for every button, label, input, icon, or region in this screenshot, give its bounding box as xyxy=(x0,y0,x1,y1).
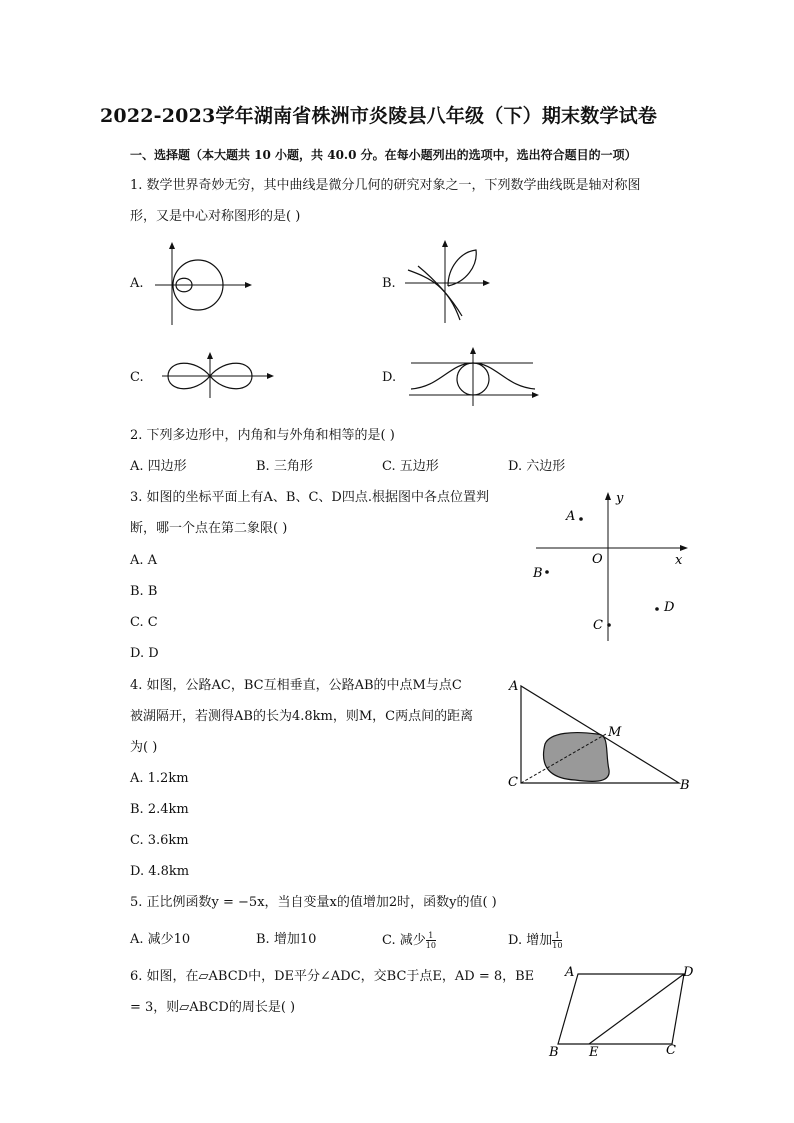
q1-figure-b xyxy=(400,238,495,328)
q4-option-d: D. 4.8km xyxy=(130,864,190,879)
q4-stem-line1: 4. 如图，公路AC，BC互相垂直，公路AB的中点M与点C xyxy=(130,678,462,693)
point-c-label: C xyxy=(593,618,603,633)
q3-stem-line1: 3. 如图的坐标平面上有A、B、C、D四点.根据图中各点位置判 xyxy=(130,490,489,505)
q2-option-b: B. 三角形 xyxy=(256,459,313,474)
q2-option-d: D. 六边形 xyxy=(508,459,566,474)
q4-option-a: A. 1.2km xyxy=(130,771,189,786)
q5-option-a: A. 减少10 xyxy=(130,932,191,947)
q5-option-c: C. 减少 $\frac{1}{10}$ xyxy=(382,931,436,950)
q2-option-a: A. 四边形 xyxy=(130,459,187,474)
q4-triangle-figure xyxy=(505,676,700,796)
q6-stem-line2: = 3，则▱ABCD的周长是( ) xyxy=(130,1000,296,1015)
q3-coordinate-figure xyxy=(530,486,695,646)
fraction-one-tenth: $\frac{1}{10}$ xyxy=(425,931,436,950)
origin-label: O xyxy=(592,552,603,567)
point-a-label: A xyxy=(566,509,576,524)
q1-stem-line2: 形，又是中心对称图形的是( ) xyxy=(130,209,301,224)
fraction-one-tenth: $\frac{1}{10}$ xyxy=(552,931,563,950)
q1-figure-c xyxy=(160,350,278,400)
point-d-label: D xyxy=(664,600,675,615)
q1-option-d-label: D. xyxy=(382,370,397,385)
q6-parallelogram-figure xyxy=(545,962,700,1062)
q1-option-b-label: B. xyxy=(382,276,396,291)
vertex-a-label: A xyxy=(565,965,575,980)
q1-figure-d xyxy=(405,343,545,408)
q5-option-d: D. 增加 $\frac{1}{10}$ xyxy=(508,931,563,950)
q3-option-c: C. C xyxy=(130,615,158,630)
q2-stem: 2. 下列多边形中，内角和与外角和相等的是( ) xyxy=(130,428,395,443)
q6-stem-line1: 6. 如图，在▱ABCD中，DE平分∠ADC，交BC于点E，AD = 8，BE xyxy=(130,969,535,984)
vertex-b-label: B xyxy=(680,778,690,793)
point-e-label: E xyxy=(589,1045,599,1060)
q4-stem-line3: 为( ) xyxy=(130,740,158,755)
x-axis-label: x xyxy=(675,553,683,568)
q1-stem-line1: 1. 数学世界奇妙无穷，其中曲线是微分几何的研究对象之一，下列数学曲线既是轴对称图 xyxy=(130,178,641,193)
vertex-c-label: C xyxy=(508,775,518,790)
q1-option-c-label: C. xyxy=(130,370,144,385)
q3-option-b: B. B xyxy=(130,584,158,599)
q5-stem: 5. 正比例函数y = −5x，当自变量x的值增加2时，函数y的值( ) xyxy=(130,895,497,910)
page-title: 2022-2023学年湖南省株洲市炎陵县八年级（下）期末数学试卷 xyxy=(100,105,658,127)
vertex-c-label: C xyxy=(666,1043,676,1058)
point-b-label: B xyxy=(533,566,543,581)
midpoint-m-label: M xyxy=(608,725,622,740)
y-axis-label: y xyxy=(616,491,624,506)
vertex-b-label: B xyxy=(549,1045,559,1060)
q3-option-d: D. D xyxy=(130,646,159,661)
q4-option-b: B. 2.4km xyxy=(130,802,189,817)
q1-figure-a xyxy=(150,240,255,330)
q3-stem-line2: 断，哪一个点在第二象限( ) xyxy=(130,521,288,536)
q4-stem-line2: 被湖隔开，若测得AB的长为4.8km，则M，C两点间的距离 xyxy=(130,709,474,724)
q4-option-c: C. 3.6km xyxy=(130,833,189,848)
q3-option-a: A. A xyxy=(130,553,158,568)
section-heading: 一、选择题（本大题共 10 小题，共 40.0 分。在每小题列出的选项中，选出符合题目的一项） xyxy=(130,148,637,162)
vertex-d-label: D xyxy=(683,965,694,980)
q5-option-b: B. 增加10 xyxy=(256,932,317,947)
q1-option-a-label: A. xyxy=(130,276,144,291)
vertex-a-label: A xyxy=(509,679,519,694)
q2-option-c: C. 五边形 xyxy=(382,459,439,474)
